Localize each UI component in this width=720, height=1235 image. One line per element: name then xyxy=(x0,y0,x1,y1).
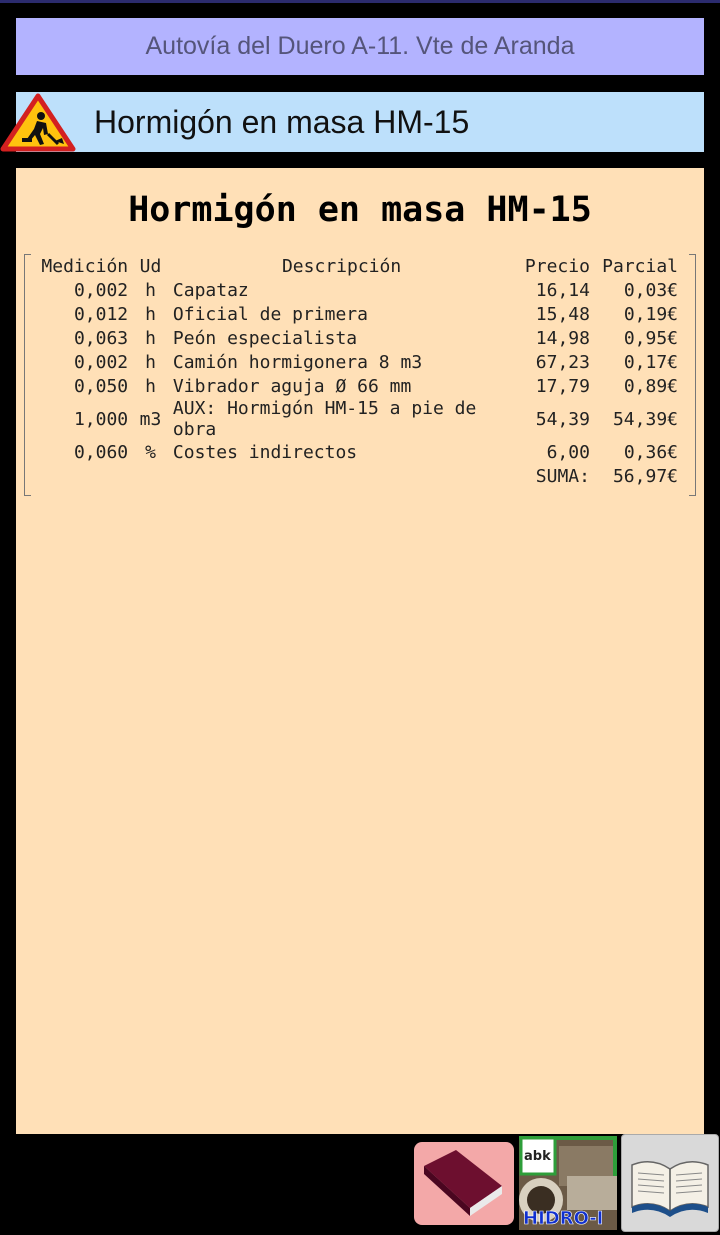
book-button[interactable] xyxy=(414,1142,514,1225)
hidro-app-icon xyxy=(519,1136,617,1230)
cell-medicion: 0,012 xyxy=(73,303,129,325)
table-row xyxy=(32,374,688,398)
col-parcial: Parcial xyxy=(602,255,678,277)
table-total-row xyxy=(32,464,688,488)
table-row xyxy=(32,326,688,350)
cell-parcial: 0,36€ xyxy=(623,441,678,463)
cell-parcial: 0,95€ xyxy=(623,327,678,349)
project-title-bar xyxy=(16,18,704,75)
open-book-button[interactable] xyxy=(621,1134,719,1232)
cell-precio: 6,00 xyxy=(546,441,590,463)
cell-ud: h xyxy=(145,375,156,397)
cell-medicion: 0,063 xyxy=(73,327,129,349)
cell-ud: h xyxy=(145,279,156,301)
col-precio: Precio xyxy=(524,255,590,277)
cell-descripcion: Oficial de primera xyxy=(172,303,368,325)
cell-parcial: 0,17€ xyxy=(623,351,678,373)
cell-descripcion: Costes indirectos xyxy=(172,441,358,463)
panel-title: Hormigón en masa HM-15 xyxy=(128,190,592,230)
cell-precio: 14,98 xyxy=(535,327,590,349)
suma-value: 56,97€ xyxy=(612,465,678,487)
table-row xyxy=(32,278,688,302)
cell-ud: h xyxy=(145,327,156,349)
roadwork-warning-icon xyxy=(0,92,76,152)
cell-descripcion: Camión hormigonera 8 m3 xyxy=(172,351,423,373)
cell-medicion: 0,050 xyxy=(73,375,129,397)
cell-descripcion: AUX: Hormigón HM-15 a pie de obra xyxy=(172,398,477,440)
cell-precio: 17,79 xyxy=(535,375,590,397)
cell-medicion: 0,002 xyxy=(73,351,129,373)
table-row xyxy=(32,440,688,464)
top-status-line xyxy=(0,0,720,3)
cell-descripcion: Peón especialista xyxy=(172,327,358,349)
cell-ud: m3 xyxy=(139,408,162,430)
closed-book-icon xyxy=(414,1142,514,1225)
table-row xyxy=(32,302,688,326)
item-title-bar xyxy=(16,92,704,152)
cell-precio: 67,23 xyxy=(535,351,590,373)
project-title: Autovía del Duero A-11. Vte de Aranda xyxy=(145,32,575,60)
cell-parcial: 54,39€ xyxy=(612,408,678,430)
item-title: Hormigón en masa HM-15 xyxy=(94,103,470,140)
cell-ud: % xyxy=(145,441,156,463)
hidro-app-button[interactable] xyxy=(519,1136,617,1230)
cell-precio: 54,39 xyxy=(535,408,590,430)
cell-precio: 16,14 xyxy=(535,279,590,301)
matrix-bracket-right xyxy=(689,254,696,496)
cell-descripcion: Vibrador aguja Ø 66 mm xyxy=(172,375,412,397)
cell-parcial: 0,03€ xyxy=(623,279,678,301)
matrix-bracket-left xyxy=(24,254,31,496)
suma-label: SUMA: xyxy=(535,465,590,487)
breakdown-table xyxy=(32,254,688,488)
open-book-icon xyxy=(622,1135,718,1231)
abk-label: abk xyxy=(524,1149,551,1164)
col-ud: Ud xyxy=(139,255,162,277)
cell-descripcion: Capataz xyxy=(172,279,249,301)
col-descripcion: Descripción xyxy=(281,255,402,277)
cell-medicion: 0,060 xyxy=(73,441,129,463)
cell-precio: 15,48 xyxy=(535,303,590,325)
table-row xyxy=(32,398,688,440)
hidro-label: HIDRO-I xyxy=(523,1208,604,1229)
detail-panel xyxy=(16,168,704,1134)
cell-parcial: 0,89€ xyxy=(623,375,678,397)
cell-ud: h xyxy=(145,351,156,373)
cell-parcial: 0,19€ xyxy=(623,303,678,325)
cell-medicion: 0,002 xyxy=(73,279,129,301)
cell-medicion: 1,000 xyxy=(73,408,129,430)
table-header-row xyxy=(32,254,688,278)
table-row xyxy=(32,350,688,374)
col-medicion: Medición xyxy=(41,255,129,277)
cell-ud: h xyxy=(145,303,156,325)
